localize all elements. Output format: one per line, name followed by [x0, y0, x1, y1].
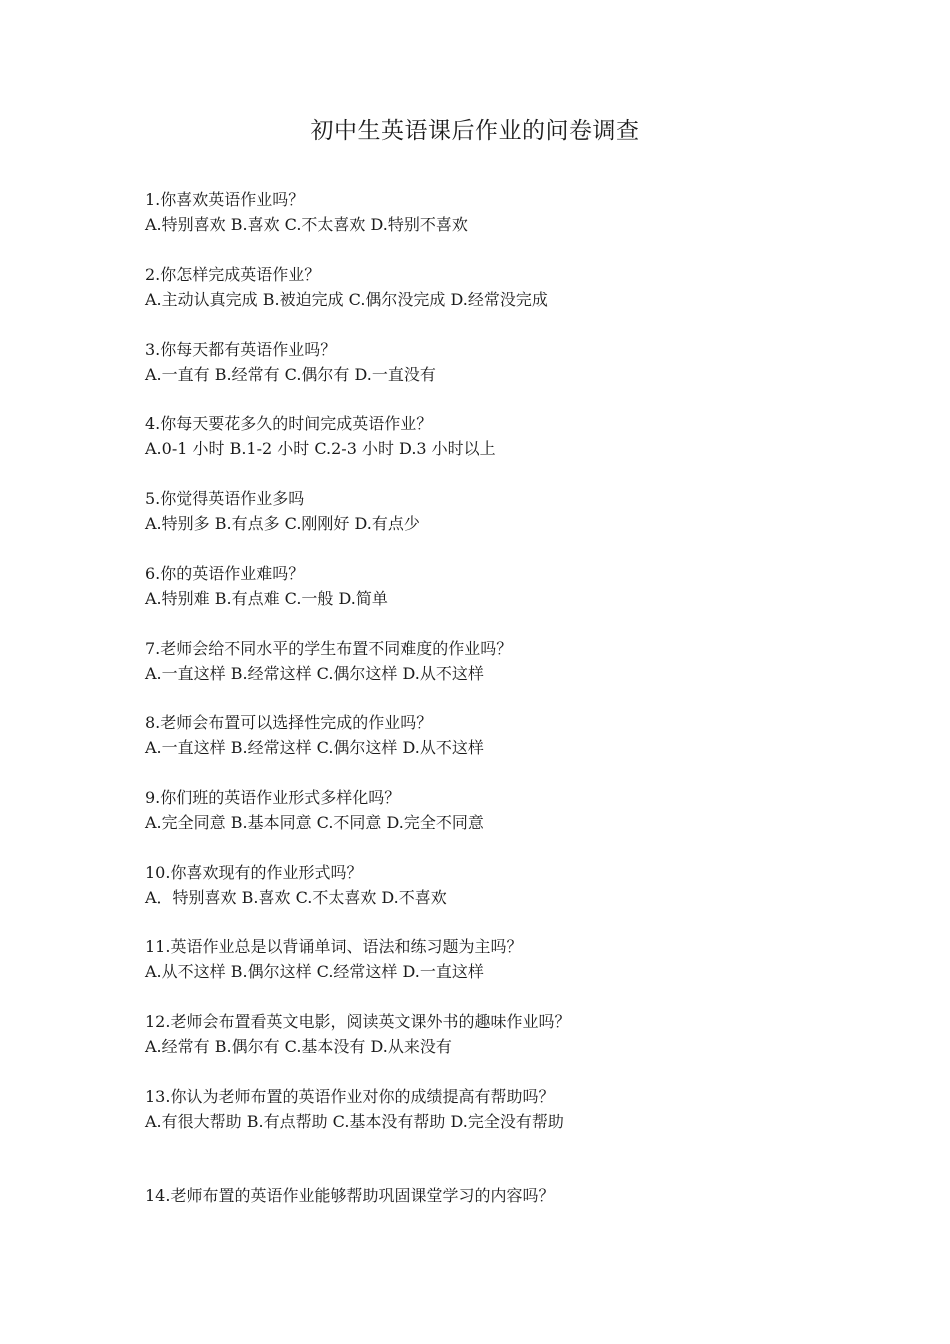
question-item-7: [145, 636, 845, 686]
question-item-9: [145, 785, 845, 835]
question-item-13: [145, 1084, 845, 1134]
question-item-6: [145, 561, 845, 611]
question-item-10: [145, 860, 845, 910]
question-item-5: [145, 486, 845, 536]
question-options: A.一直这样 B.经常这样 C.偶尔这样 D.从不这样: [145, 664, 484, 683]
question-text: 7.老师会给不同水平的学生布置不同难度的作业吗？: [145, 639, 513, 658]
question-options: A．特别喜欢 B.喜欢 C.不太喜欢 D.不喜欢: [145, 888, 447, 907]
document-title: 初中生英语课后作业的问卷调查: [310, 118, 640, 144]
question-options: A.0-1 小时 B.1-2 小时 C.2-3 小时 D.3 小时以上: [145, 439, 496, 458]
question-text: 8.老师会布置可以选择性完成的作业吗？: [145, 713, 433, 732]
question-text: 9.你们班的英语作业形式多样化吗？: [145, 788, 401, 807]
question-item-1: [145, 187, 845, 237]
question-text: 10.你喜欢现有的作业形式吗？: [145, 863, 363, 882]
question-text: 1.你喜欢英语作业吗？: [145, 190, 305, 209]
question-item-2: [145, 262, 845, 312]
question-text: 13.你认为老师布置的英语作业对你的成绩提高有帮助吗？: [145, 1087, 555, 1106]
question-item-11: [145, 934, 845, 984]
question-item-14: [145, 1183, 845, 1208]
question-item-3: [145, 337, 845, 387]
question-options: A.特别难 B.有点难 C.一般 D.简单: [145, 589, 388, 608]
question-text: 5.你觉得英语作业多吗: [145, 489, 305, 508]
question-text: 4.你每天要花多久的时间完成英语作业？: [145, 414, 433, 433]
question-item-4: [145, 411, 845, 461]
question-options: A.一直有 B.经常有 C.偶尔有 D.一直没有: [145, 365, 436, 384]
question-text: 11.英语作业总是以背诵单词、语法和练习题为主吗？: [145, 937, 523, 956]
question-options: A.从不这样 B.偶尔这样 C.经常这样 D.一直这样: [145, 962, 484, 981]
question-text: 6.你的英语作业难吗？: [145, 564, 305, 583]
question-text: 12.老师会布置看英文电影，阅读英文课外书的趣味作业吗？: [145, 1012, 571, 1031]
question-options: A.经常有 B.偶尔有 C.基本没有 D.从来没有: [145, 1037, 452, 1056]
question-text: 3.你每天都有英语作业吗？: [145, 340, 337, 359]
question-options: A.特别喜欢 B.喜欢 C.不太喜欢 D.特别不喜欢: [145, 215, 468, 234]
question-options: A.主动认真完成 B.被迫完成 C.偶尔没完成 D.经常没完成: [145, 290, 548, 309]
question-item-8: [145, 710, 845, 760]
question-options: A.完全同意 B.基本同意 C.不同意 D.完全不同意: [145, 813, 484, 832]
question-options: A.一直这样 B.经常这样 C.偶尔这样 D.从不这样: [145, 738, 484, 757]
question-options: A.特别多 B.有点多 C.刚刚好 D.有点少: [145, 514, 420, 533]
question-item-12: [145, 1009, 845, 1059]
question-options: A.有很大帮助 B.有点帮助 C.基本没有帮助 D.完全没有帮助: [145, 1112, 564, 1131]
question-text: 14.老师布置的英语作业能够帮助巩固课堂学习的内容吗？: [145, 1186, 555, 1205]
question-text: 2.你怎样完成英语作业？: [145, 265, 321, 284]
